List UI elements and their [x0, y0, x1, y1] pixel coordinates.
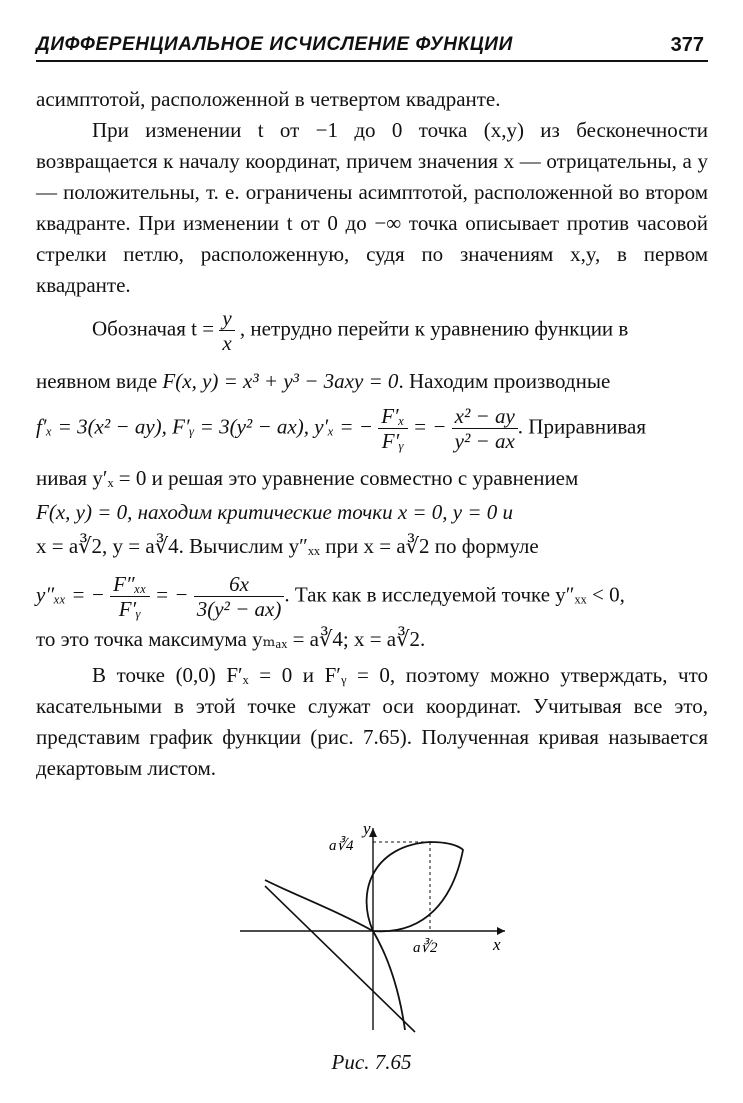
frac-den: F′ᵧ	[381, 429, 405, 453]
line2-text: неявном виде	[36, 369, 158, 393]
frac-num: F″ₓₓ	[110, 572, 150, 597]
asymptote-line	[265, 886, 415, 1032]
equals-sign: = −	[154, 582, 189, 607]
fraction-fxx-fy	[110, 572, 150, 621]
folium-graph	[225, 820, 525, 1045]
ymax-label: a∛4	[329, 838, 354, 854]
math-line-1	[36, 306, 708, 355]
math-line-2	[36, 369, 708, 394]
line2-suffix: . Находим производные	[398, 369, 611, 393]
math-line-5: F(x, y) = 0, находим критические точки x = 0, y = 0 и	[36, 500, 514, 524]
implicit-equation: F(x, y) = x³ + y³ − 3axy = 0	[162, 369, 399, 393]
frac-den: x	[222, 331, 232, 355]
text-block-bottom	[36, 660, 708, 784]
figure-caption: Рис. 7.65	[331, 1050, 412, 1074]
paragraph-1: асимптотой, расположенной в четвертом квадранте.	[36, 87, 501, 111]
fraction-y-over-x	[219, 306, 234, 355]
math-line-7	[36, 572, 708, 621]
math-line-4: нивая y′ₓ = 0 и решая это уравнение совместно с уравнением	[36, 466, 579, 490]
xcrit-label: a∛2	[413, 940, 438, 956]
frac-num: x² − ay	[452, 404, 518, 429]
derivative-fy: F′ᵧ = 3(y² − ax),	[172, 414, 309, 439]
x-axis-arrow	[497, 927, 505, 935]
line1-prefix: Обозначая t =	[92, 316, 215, 341]
math-line-8: то это точка максимума yₘₐₓ = a∛4; x = a∛2.	[36, 627, 426, 651]
text-block-top	[36, 84, 708, 301]
header-title: ДИФФЕРЕНЦИАЛЬНОЕ ИСЧИСЛЕНИЕ ФУНКЦИИ	[36, 34, 513, 55]
frac-den: y² − ax	[454, 429, 515, 453]
curve-branch-second-quadrant	[265, 880, 373, 931]
frac-num: y	[219, 306, 234, 331]
second-derivative: y″ₓₓ = −	[36, 582, 105, 607]
frac-num: 6x	[194, 572, 285, 597]
derivative-fx: f′ₓ = 3(x² − ay),	[36, 414, 167, 439]
fraction-6x	[194, 572, 285, 621]
line1-suffix: , нетрудно перейти к уравнению функции в	[239, 316, 629, 341]
derivative-yx: y′ₓ = −	[314, 414, 373, 439]
curve-branch-fourth-quadrant	[373, 931, 405, 1030]
frac-den: 3(y² − ax)	[196, 597, 282, 621]
running-header	[36, 26, 708, 58]
x-axis-label: x	[493, 935, 501, 954]
math-line-3	[36, 404, 708, 453]
fraction-fx-fy	[378, 404, 407, 453]
page-number: 377	[670, 34, 704, 56]
frac-num: F′ₓ	[378, 404, 407, 429]
frac-den: F′ᵧ	[118, 597, 141, 621]
equals-sign: = −	[412, 414, 447, 439]
paragraph-2: При изменении t от −1 до 0 точка (x,y) из бесконечности возвращается к началу координат, причем значения x — отрицательны, а y — положительны, т. е. ограничены асимптотой, расположенной во втором квадранте. При изменении t от 0 до −∞ точка описывает против часовой стрелки петлю, расположенную, судя по значениям x,y, в первом квадранте.	[36, 118, 708, 297]
header-rule	[36, 60, 708, 62]
fraction-derivative	[452, 404, 518, 453]
curve-loop	[367, 842, 463, 931]
y-axis-label: y	[363, 820, 371, 838]
paragraph-3: В точке (0,0) F′ₓ = 0 и F′ᵧ = 0, поэтому можно утверждать, что касательными в этой точке служат оси координат. Учитывая все это, представим график функции (рис. 7.65). Полученная кривая называется декартовым листом.	[36, 663, 708, 780]
math-line-6: x = a∛2, y = a∛4. Вычислим y″ₓₓ при x = a∛2 по формуле	[36, 534, 539, 558]
line3-suffix: . Приравнивая	[517, 414, 647, 439]
line7-suffix: . Так как в исследуемой точке y″ₓₓ < 0,	[284, 582, 625, 607]
